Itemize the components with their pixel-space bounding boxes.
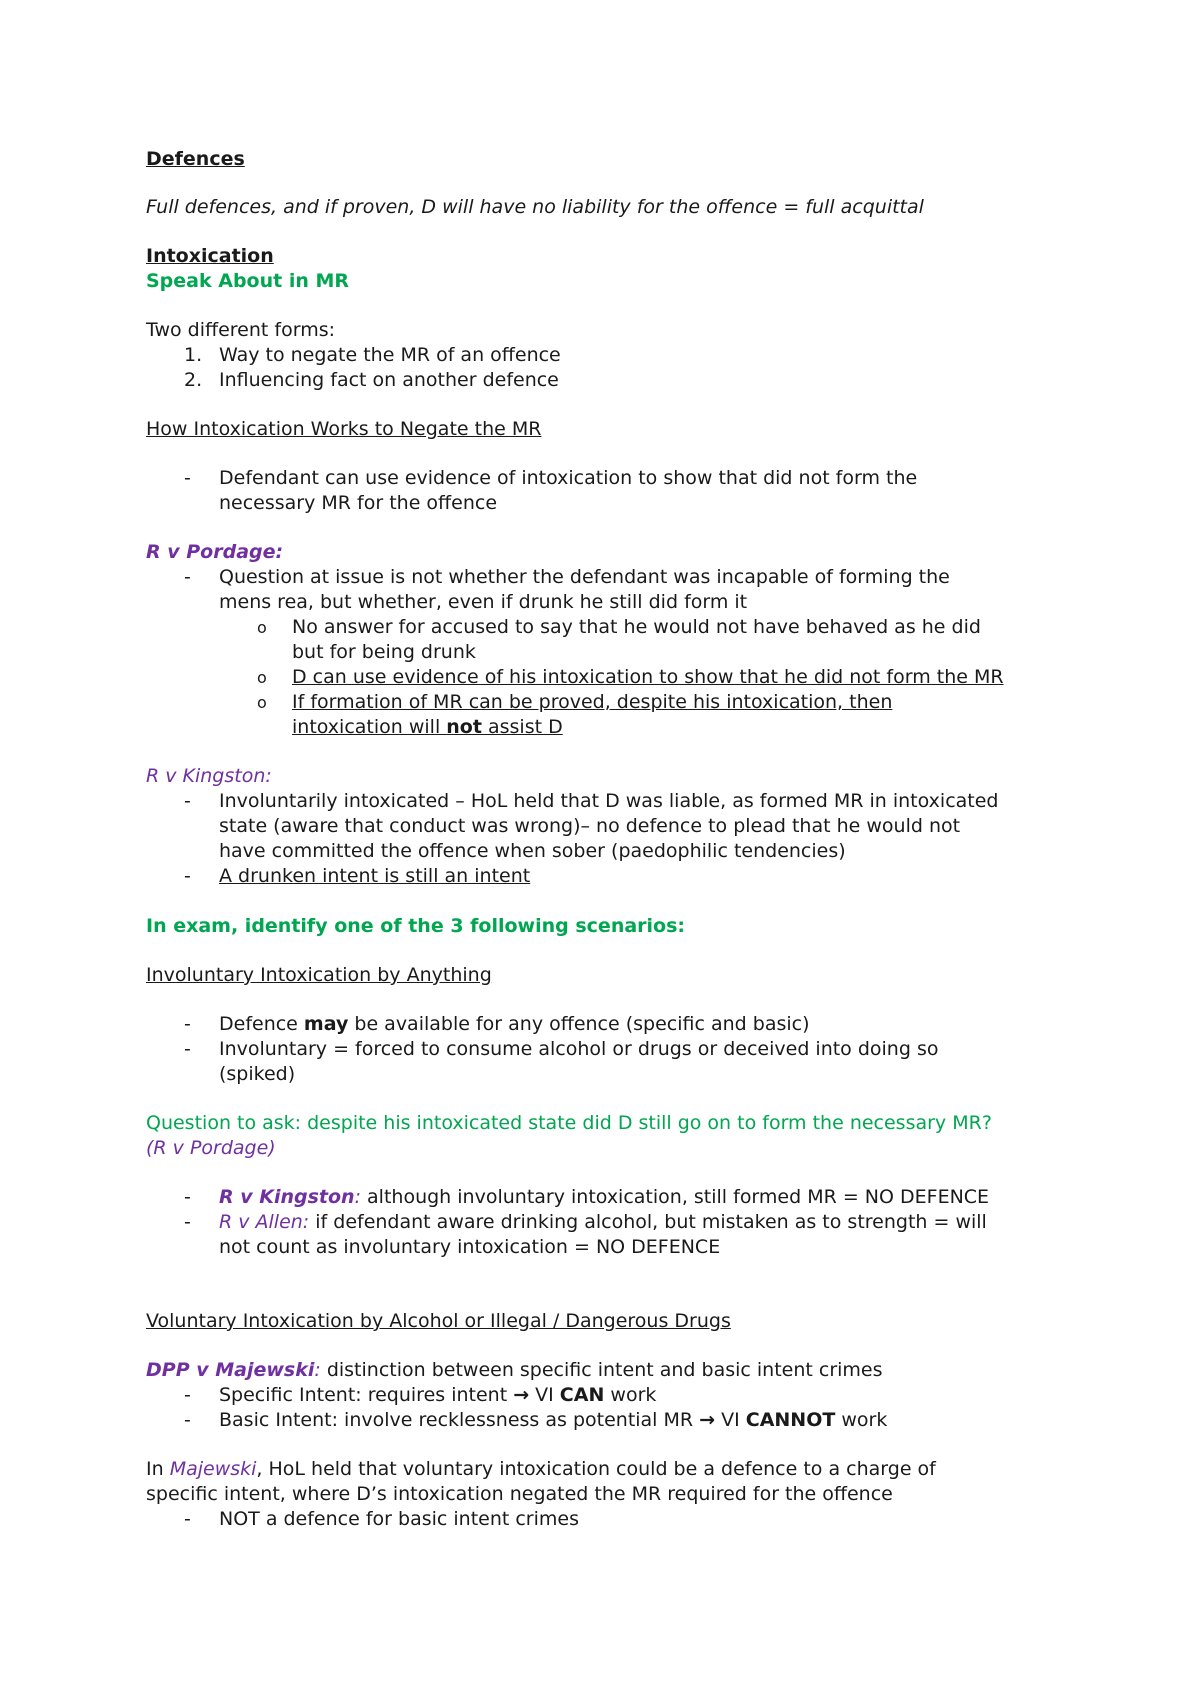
emphasis-can: CAN xyxy=(559,1384,605,1406)
majewski-line xyxy=(146,1358,883,1383)
majewski-holding-line: specific intent, where D’s intoxication negated the MR required for the offence xyxy=(146,1483,893,1505)
dash-bullet: - xyxy=(184,467,191,489)
intro-text: Full defences, and if proven, D will have no liability for the offence = full acquittal xyxy=(146,196,924,218)
arrow-icon: → xyxy=(513,1384,530,1406)
text-run: intoxication will xyxy=(292,716,447,738)
case-name-kingston: R v Kingston xyxy=(219,1186,355,1208)
page-title: Defences xyxy=(146,148,245,170)
emphasis-cannot: CANNOT xyxy=(745,1409,836,1431)
kingston-summary-line xyxy=(219,1185,989,1210)
dash-bullet: - xyxy=(184,1409,191,1431)
specific-intent-line xyxy=(219,1383,656,1408)
list-number: 1. xyxy=(184,344,203,366)
text-run: Defence xyxy=(219,1013,304,1035)
pordage-bullet-line: mens rea, but whether, even if drunk he still did form it xyxy=(219,591,748,613)
pordage-sub-line xyxy=(292,715,563,740)
question-to-ask: Question to ask: despite his intoxicated state did D still go on to form the necessary MR? xyxy=(146,1112,992,1134)
text-run: although involuntary intoxication, still formed MR = NO DEFENCE xyxy=(361,1186,990,1208)
list-item: Influencing fact on another defence xyxy=(219,369,559,391)
dash-bullet: - xyxy=(184,566,191,588)
arrow-icon: → xyxy=(699,1409,716,1431)
dash-bullet: - xyxy=(184,865,191,887)
involuntary-bullet-line xyxy=(219,1012,810,1037)
emphasis-not: not xyxy=(446,716,482,738)
dash-bullet: - xyxy=(184,1384,191,1406)
case-name-majewski: DPP v Majewski xyxy=(146,1359,315,1381)
final-bullet-line: NOT a defence for basic intent crimes xyxy=(219,1508,579,1530)
case-name-allen: R v Allen: xyxy=(219,1211,310,1233)
circle-bullet: o xyxy=(257,618,267,637)
two-forms-label: Two different forms: xyxy=(146,319,335,341)
pordage-sub-line: If formation of MR can be proved, despite his intoxication, then xyxy=(292,691,893,713)
dash-bullet: - xyxy=(184,1038,191,1060)
involuntary-bullet-line: Involuntary = forced to consume alcohol or drugs or deceived into doing so xyxy=(219,1038,939,1060)
text-run: work xyxy=(835,1409,888,1431)
kingston-bullet-line: A drunken intent is still an intent xyxy=(219,865,531,887)
text-run: : xyxy=(314,1359,321,1381)
text-run: In xyxy=(146,1458,170,1480)
how-bullet-line: necessary MR for the offence xyxy=(219,492,498,514)
pordage-sub-line: but for being drunk xyxy=(292,641,476,663)
list-item: Way to negate the MR of an offence xyxy=(219,344,561,366)
text-run: if defendant aware drinking alcohol, but mistaken as to strength = will xyxy=(309,1211,987,1233)
case-name-majewski: Majewski xyxy=(169,1458,257,1480)
involuntary-heading: Involuntary Intoxication by Anything xyxy=(146,964,492,986)
how-bullet-line: Defendant can use evidence of intoxication to show that did not form the xyxy=(219,467,918,489)
pordage-sub-line: No answer for accused to say that he would not have behaved as he did xyxy=(292,616,981,638)
text-run: work xyxy=(604,1384,657,1406)
voluntary-heading: Voluntary Intoxication by Alcohol or Illegal / Dangerous Drugs xyxy=(146,1310,731,1332)
pordage-sub-line: D can use evidence of his intoxication to show that he did not form the MR xyxy=(292,666,1004,688)
text-run: distinction between specific intent and basic intent crimes xyxy=(320,1359,883,1381)
text-run: Specific Intent: requires intent xyxy=(219,1384,514,1406)
text-run: VI xyxy=(529,1384,560,1406)
majewski-holding-line xyxy=(146,1457,936,1482)
question-case-ref: (R v Pordage) xyxy=(146,1137,276,1159)
circle-bullet: o xyxy=(257,693,267,712)
allen-summary-line xyxy=(219,1210,987,1235)
text-run: VI xyxy=(715,1409,746,1431)
dash-bullet: - xyxy=(184,1013,191,1035)
dash-bullet: - xyxy=(184,1186,191,1208)
how-heading: How Intoxication Works to Negate the MR xyxy=(146,418,542,440)
exam-heading: In exam, identify one of the 3 following scenarios: xyxy=(146,915,686,937)
text-run: assist D xyxy=(481,716,563,738)
dash-bullet: - xyxy=(184,1211,191,1233)
intoxication-heading: Intoxication xyxy=(146,245,274,267)
text-run: Basic Intent: involve recklessness as potential MR xyxy=(219,1409,700,1431)
text-run: , HoL held that voluntary intoxication could be a defence to a charge of xyxy=(256,1458,936,1480)
text-run: : xyxy=(354,1186,361,1208)
case-name-kingston: R v Kingston: xyxy=(146,765,272,787)
dash-bullet: - xyxy=(184,1508,191,1530)
case-name-pordage: R v Pordage: xyxy=(146,541,284,563)
allen-summary-line: not count as involuntary intoxication = NO DEFENCE xyxy=(219,1236,721,1258)
involuntary-bullet-line: (spiked) xyxy=(219,1063,296,1085)
dash-bullet: - xyxy=(184,790,191,812)
text-run: be available for any offence (specific and basic) xyxy=(348,1013,810,1035)
pordage-bullet-line: Question at issue is not whether the defendant was incapable of forming the xyxy=(219,566,950,588)
list-number: 2. xyxy=(184,369,203,391)
kingston-bullet-line: have committed the offence when sober (paedophilic tendencies) xyxy=(219,840,846,862)
basic-intent-line xyxy=(219,1408,887,1433)
circle-bullet: o xyxy=(257,668,267,687)
speak-about-label: Speak About in MR xyxy=(146,270,350,292)
emphasis-may: may xyxy=(303,1013,349,1035)
kingston-bullet-line: state (aware that conduct was wrong)– no defence to plead that he would not xyxy=(219,815,961,837)
kingston-bullet-line: Involuntarily intoxicated – HoL held that D was liable, as formed MR in intoxicated xyxy=(219,790,999,812)
